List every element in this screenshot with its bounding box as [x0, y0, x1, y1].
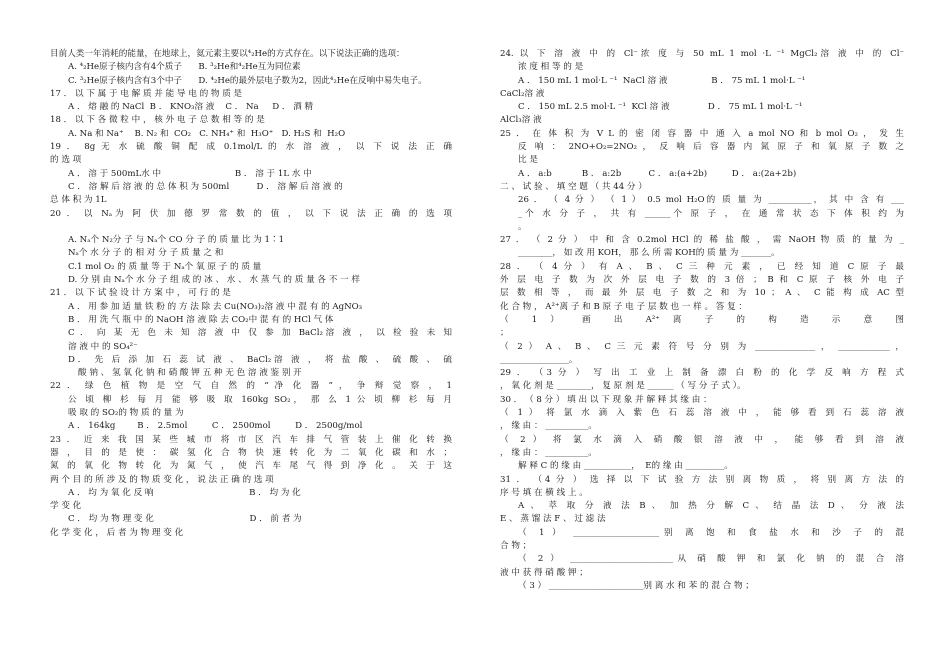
text-line: C. ³₂He原子核内含有3个中子 D. ⁴₂He的最外层电子数为2，因此⁴₂He在反响中易失电子。 — [68, 75, 427, 86]
text-line: 23 ． 近 来 我 国 某 些 城 市 将 市 区 汽 车 排 气 管 装 上 催 化 转 换 — [50, 434, 452, 445]
text-line: A ． 均 为 氧 化 反 响 B ． 均 为 化 — [68, 487, 301, 498]
text-line: 反 响 ： 2NO+O₂=2NO₂ ， 反 响 后 容 器 内 氮 原 子 和 氧 原 子 数 之 — [518, 142, 904, 153]
text-line: Nₐ个 水 分 子 的 相 对 分 子 质 量 之 和 — [68, 248, 224, 259]
text-line: 目前人类一年消耗的能量，在地球上，氦元素主要以⁴₂He的方式存在。以下说法正确的选项： — [50, 49, 405, 59]
text-line: 公 顷 柳 杉 每 月 能 够 吸 取 160kg SO₂， 那 么 1 公 顷 柳 杉 每 月 — [68, 394, 452, 405]
text-line: C ． 150 mL 2.5 mol·L ⁻¹ KCl 溶 液 D ． 75 mL 1 mol·L ⁻¹ — [518, 102, 803, 113]
text-line: （ 1 ） ____________________别 离 饱 和 食 盐 水 和 沙 子 的 混 — [518, 527, 904, 538]
text-line: AlCl₃溶 液 — [500, 115, 542, 126]
text-line: 合 物 ； — [500, 540, 532, 551]
text-line: 浓 度 相 等 的 是 — [518, 62, 584, 73]
text-line: 化 学 变 化 ， 后 者 为 物 理 变 化 — [50, 527, 184, 538]
text-line: A ． 150 mL 1 mol·L ⁻¹ NaCl 溶 液 B ． 75 mL 1 mol·L ⁻¹ — [518, 75, 806, 86]
text-line: （ 2 ） A 、 B 、 C 三 元 素 符 号 分 别 为 ______________ ， ____________ ， — [500, 341, 904, 352]
text-line: 29 ． （3 分 ） 写 出 工 业 上 制 备 漂 白 粉 的 化 学 反 响 方 程 式 — [500, 368, 904, 379]
text-line: 氮 的 氧 化 物 转 化 为 氮 气 ， 使 汽 车 尾 气 得 到 净 化 。 关 于 这 — [50, 461, 452, 472]
text-line: 序 号 填 在 横 线 上 。 — [500, 487, 588, 498]
text-line: A ． 用 参 加 适 量 铁 粉 的 方 法 除 去 Cu(NO₃)₂溶 液 中 混 有 的 AgNO₃ — [68, 301, 363, 312]
text-line: 比 是 — [518, 155, 538, 166]
text-line — [50, 221, 452, 234]
text-line: A. ⁴₂He原子核内含有4个质子 B. ³₂He和⁴₂He互为同位素 — [68, 62, 301, 73]
text-line: A ． 溶 于 500mL水 中 B ． 溶 于 1L 水 中 — [68, 168, 312, 179]
text-line: 。 — [518, 221, 527, 232]
right-column — [500, 48, 904, 593]
text-line: A. Nₐ个 N₂分 子 与 Nₐ个 CO 分 子 的 质 量 比 为 1∶1 — [68, 235, 285, 246]
text-line: 外 层 电 子 数 为 次 外 层 电 子 数 的 3 倍 ； B 和 C 原 子 核 外 电 子 — [500, 275, 904, 286]
text-line: （ 3 ） ______________________别 离 水 和 苯 的 混 合 物 ； — [518, 580, 754, 591]
text-line: 25 ． 在 体 积 为 V L 的 密 闭 容 器 中 通 入 a mol NO 和 b mol O₂ ， 发 生 — [500, 128, 904, 139]
text-line: 层 数 相 等 ， 而 最 外 层 电 子 数 之 和 为 10 ； A 、 C 能 构 成 AC 型 — [500, 288, 904, 299]
text-line: 溶 液 中 的 SO₄²⁻ — [68, 341, 138, 352]
left-column — [50, 48, 452, 540]
text-line: C ． 均 为 物 理 变 化 D ． 前 者 为 — [68, 514, 302, 525]
text-line: 30 ． （ 8 分 ） 填 出 以 下 现 象 并 解 释 其 缘 由 ： — [500, 394, 712, 405]
text-line: （ 1 ） 将 氯 水 滴 入 紫 色 石 蕊 溶 液 中 ， 能 够 看 到 石 蕊 溶 液 — [500, 408, 904, 419]
text-line: A ． 164kg B ． 2.5mol C ． 2500mol D ． 2500g/mol — [68, 421, 363, 432]
text-line: D． 先 后 添 加 石 蕊 试 液 、 BaCl₂溶 液 ， 将 盐 酸 、 硫 酸 、 硫 — [68, 354, 452, 365]
text-line: A 、 萃 取 分 液 法 B 、 加 热 分 解 C 、 结 晶 法 D 、 分 液 法 — [518, 501, 904, 512]
text-line: 器 ， 目 的 是 使 ： 碳 氢 化 合 物 快 速 转 化 为 二 氧 化 碳 和 水 ； — [50, 447, 452, 458]
text-line: ________________。 — [500, 354, 578, 365]
text-line: （ 1 ） 画 出 A²⁺ 离 子 的 构 造 示 意 图 — [500, 314, 904, 325]
text-line: 17 ． 以 下 属 于 电 解 质 并 能 导 电 的 物 质 是 — [50, 88, 243, 99]
text-line: CaCl₂溶 液 — [500, 88, 545, 99]
text-line: 24. 以 下 溶 液 中 的 Cl⁻浓 度 与 50 mL 1 mol ·L ⁻¹ MgCl₂溶 液 中 的 Cl⁻ — [500, 49, 904, 59]
text-line: _个 水 分 子 ， 共 有 ______个 原 子 ， 在 通 常 状 态 下 体 积 约 为 — [518, 208, 904, 219]
text-line: 22 ． 绿 色 植 物 是 空 气 自 然 的 “ 净 化 器 ” ， 争 辩 觉 察 ， 1 — [50, 381, 452, 392]
text-line: 的 选 项 — [50, 155, 82, 166]
text-line: （ 2 ） ________________________从 硝 酸 钾 和 氯 化 钠 的 混 合 溶 — [518, 554, 904, 565]
text-line: C ． 溶 解 后 溶 液 的 总 体 积 为 500ml D ． 溶 解 后 溶 液 的 — [68, 181, 343, 192]
text-line: B ． 用 洗 气 瓶 中 的 NaOH 溶 液 除 去 CO₂中 混 有 的 HCl 气 体 — [68, 314, 334, 325]
text-line: E 、 蒸 馏 法 F 、 过 滤 法 — [500, 514, 606, 525]
text-line: ， 缘 由 ： __________。 — [500, 421, 597, 432]
text-line: 20 ． 以 Nₐ为 阿 伏 加 德 罗 常 数 的 值 ， 以 下 说 法 正 确 的 选 项 — [50, 208, 452, 219]
text-line: C ． 向 某 无 色 未 知 溶 液 中 仅 参 加 BaCl₂溶 液 ， 以 检 验 未 知 — [68, 328, 452, 339]
text-line: 19 ． 8g 无 水 硫 酸 铜 配 成 0.1mol/L 的 水 溶 液 ， 以 下 说 法 正 确 — [50, 142, 452, 153]
text-line: 31 ． （4 分 ） 选 择 以 下 试 验 方 法 别 离 物 质 ， 将 别 离 方 法 的 — [500, 474, 904, 485]
text-line: ， 缘 由 ： __________。 — [500, 447, 597, 458]
text-line: 总 体 积 为 1L — [50, 195, 107, 206]
text-line: ， 氧 化 剂 是 ________， 复 原 剂 是 ______ （ 写 分 子 式 ）。 — [500, 381, 746, 392]
text-line: A ． 熔 融 的 NaCl B ． KNO₃溶 液 C ． Na D ． 酒 精 — [68, 102, 314, 113]
text-line: 解 释 C 的 缘 由 ___________， E的 缘 由 _________。 — [518, 461, 733, 472]
text-line: 21 ． 以 下 试 验 设 计 方 案 中 ， 可 行 的 是 — [50, 288, 231, 299]
text-line: 学 变 化 — [50, 501, 82, 512]
text-line: A. Na 和 Na⁺ B. N₂ 和 CO₂ C. NH₄⁺ 和 H₃O⁺ D. H₂S 和 H₂O — [68, 128, 346, 139]
text-line: 两 个 目 的 所 涉 及 的 物 质 变 化 ， 说 法 正 确 的 选 项 — [50, 474, 274, 485]
text-line: 液 中 获 得 硝 酸 钾 ； — [500, 567, 588, 578]
text-line: 吸 取 的 SO₂的 物 质 的 量 为 — [68, 408, 184, 419]
text-line: 酸 钠 、 氢 氧 化 钠 和 硝 酸 钾 五 种 无 色 溶 液 鉴 别 开 — [78, 368, 302, 379]
text-line: ； — [500, 328, 509, 339]
text-line: 28 ． （ 4 分 ） 有 A 、 B 、 C 三 种 元 素 ， 已 经 知 道 C 原 子 最 — [500, 261, 904, 272]
text-line: （ 2 ） 将 氯 水 滴 入 硝 酸 银 溶 液 中 ， 能 够 看 到 溶 液 — [500, 434, 904, 445]
text-line: ________， 如 改 用 KOH， 那 么 所 需 KOH的 质 量 为 _______。 — [518, 248, 780, 259]
text-line: 18 ． 以 下 各 微 粒 中 ， 核 外 电 子 总 数 相 等 的 是 — [50, 115, 265, 126]
text-line: C.1 mol O₂ 的 质 量 等 于 Nₐ个 氧 原 子 的 质 量 — [68, 261, 262, 272]
text-line: D. 分 别 由 Nₐ个 水 分 子 组 成 的 冰 、 水 、 水 蒸 气 的 质 量 各 不 一 样 — [68, 275, 360, 286]
text-line: 26 ． （ 4 分 ） （ 1 ） 0.5 mol H₂O的 质 量 为 __________， 其 中 含 有 ___ — [518, 195, 904, 206]
text-line: 27 ． （ 2 分 ） 中 和 含 0.2mol HCl 的 稀 盐 酸 ， 需 NaOH 物 质 的 量 为 _ — [500, 235, 904, 246]
text-line: A ． a:b B ． a:2b C ． a:(a+2b) D ． a:(2a+2b) — [518, 168, 797, 179]
text-line: 二 、 试 验 、 填 空 题 （ 共 44 分 ） — [500, 181, 647, 192]
text-line: 化 合 物 ， A²⁺离 子 和 B 原 子 电 子 层 数 也 一 样 。 答 复 ： — [500, 301, 748, 312]
